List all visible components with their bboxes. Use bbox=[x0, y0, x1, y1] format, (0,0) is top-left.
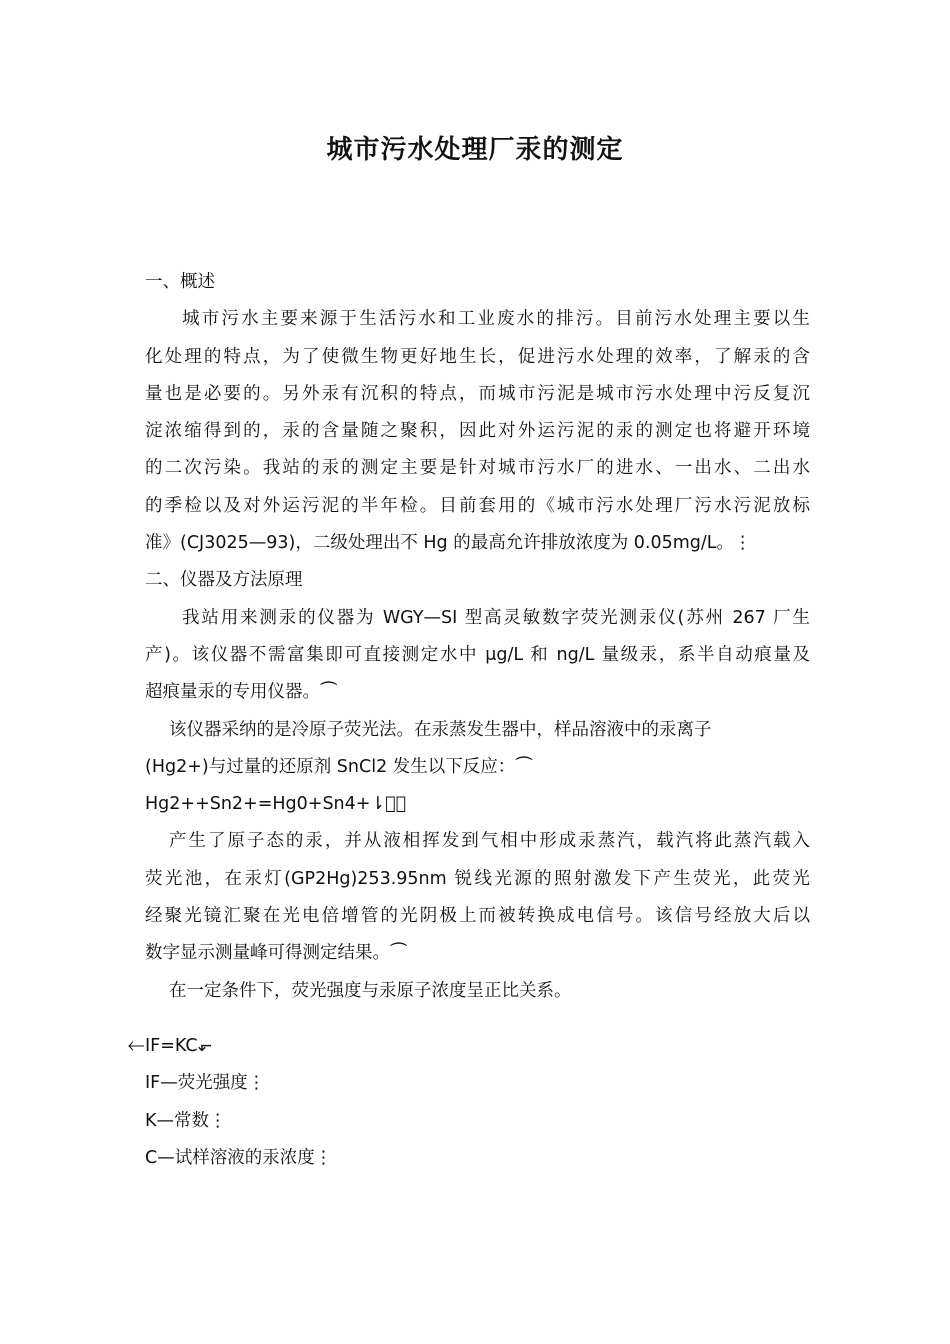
paragraph-line: 城市污水主要来源于生活污水和工业废水的排污。目前污水处理主要以生 bbox=[182, 309, 810, 330]
paragraph-line: 产)。该仪器不需富集即可直接测定水中 μg/L 和 ng/L 量级汞，系半自动痕量及 bbox=[145, 644, 810, 665]
section-heading-overview: 一、概述 bbox=[145, 272, 215, 292]
paragraph-line: 淀浓缩得到的，汞的含量随之聚积，因此对外运污泥的汞的测定也将避开环境 bbox=[145, 421, 810, 442]
paragraph-line: 数字显示测量峰可得测定结果。⏜ bbox=[145, 943, 407, 964]
paragraph-line: 准》(CJ3025—93)，二级处理出不 Hg 的最高允许排放浓度为 0.05mg/L。⋮ bbox=[145, 533, 752, 554]
paragraph-line: 该仪器采纳的是冷原子荧光法。在汞蒸发生器中，样品溶液中的汞离子 bbox=[169, 719, 712, 740]
definition-c: C—试样溶液的汞浓度⋮ bbox=[145, 1147, 333, 1168]
section-heading-instrument: 二、仪器及方法原理 bbox=[145, 570, 303, 591]
paragraph-line: 我站用来测汞的仪器为 WGY—SI 型高灵敏数字荧光测汞仪(苏州 267 厂生 bbox=[182, 607, 810, 628]
document-title: 城市污水处理厂汞的测定 bbox=[326, 135, 624, 165]
paragraph-line: 在一定条件下，荧光强度与汞原子浓度呈正比关系。 bbox=[169, 980, 572, 1001]
paragraph-line: 的季检以及对外运污泥的半年检。目前套用的《城市污水处理厂污水污泥放标 bbox=[145, 495, 810, 516]
fluorescence-formula: ⃪IF=KC⬐ bbox=[145, 1035, 213, 1056]
blank-gap bbox=[145, 1010, 810, 1028]
paragraph-line: 产生了原子态的汞，并从液相挥发到气相中形成汞蒸汽，载汽将此蒸汽载入 bbox=[169, 831, 810, 852]
definition-k: K—常数⋮ bbox=[145, 1110, 227, 1131]
definition-if: IF—荧光强度⋮ bbox=[145, 1073, 266, 1094]
document-body bbox=[145, 264, 810, 1177]
paragraph-line: 化处理的特点，为了使微生物更好地生长，促进污水处理的效率，了解汞的含 bbox=[145, 346, 810, 367]
paragraph-line: 经聚光镜汇聚在光电倍增管的光阴极上而被转换成电信号。该信号经放大后以 bbox=[145, 906, 810, 927]
paragraph-line: 超痕量汞的专用仪器。⏜ bbox=[145, 682, 337, 703]
paragraph-line: 荧光池，在汞灯(GP2Hg)253.95nm 锐线光源的照射激发下产生荧光，此荧光 bbox=[145, 868, 810, 889]
paragraph-line: 量也是必要的。另外汞有沉积的特点，而城市污泥是城市污水处理中污反复沉 bbox=[145, 383, 810, 404]
paragraph-line: (Hg2+)与过量的还原剂 SnCl2 发生以下反应：⏜ bbox=[145, 756, 533, 777]
reaction-equation: Hg2++Sn2+=Hg0+Sn4+⇂⃓⃪ bbox=[145, 794, 407, 815]
paragraph-line: 的二次污染。我站的汞的测定主要是针对城市污水厂的进水、一出水、二出水 bbox=[145, 458, 810, 479]
